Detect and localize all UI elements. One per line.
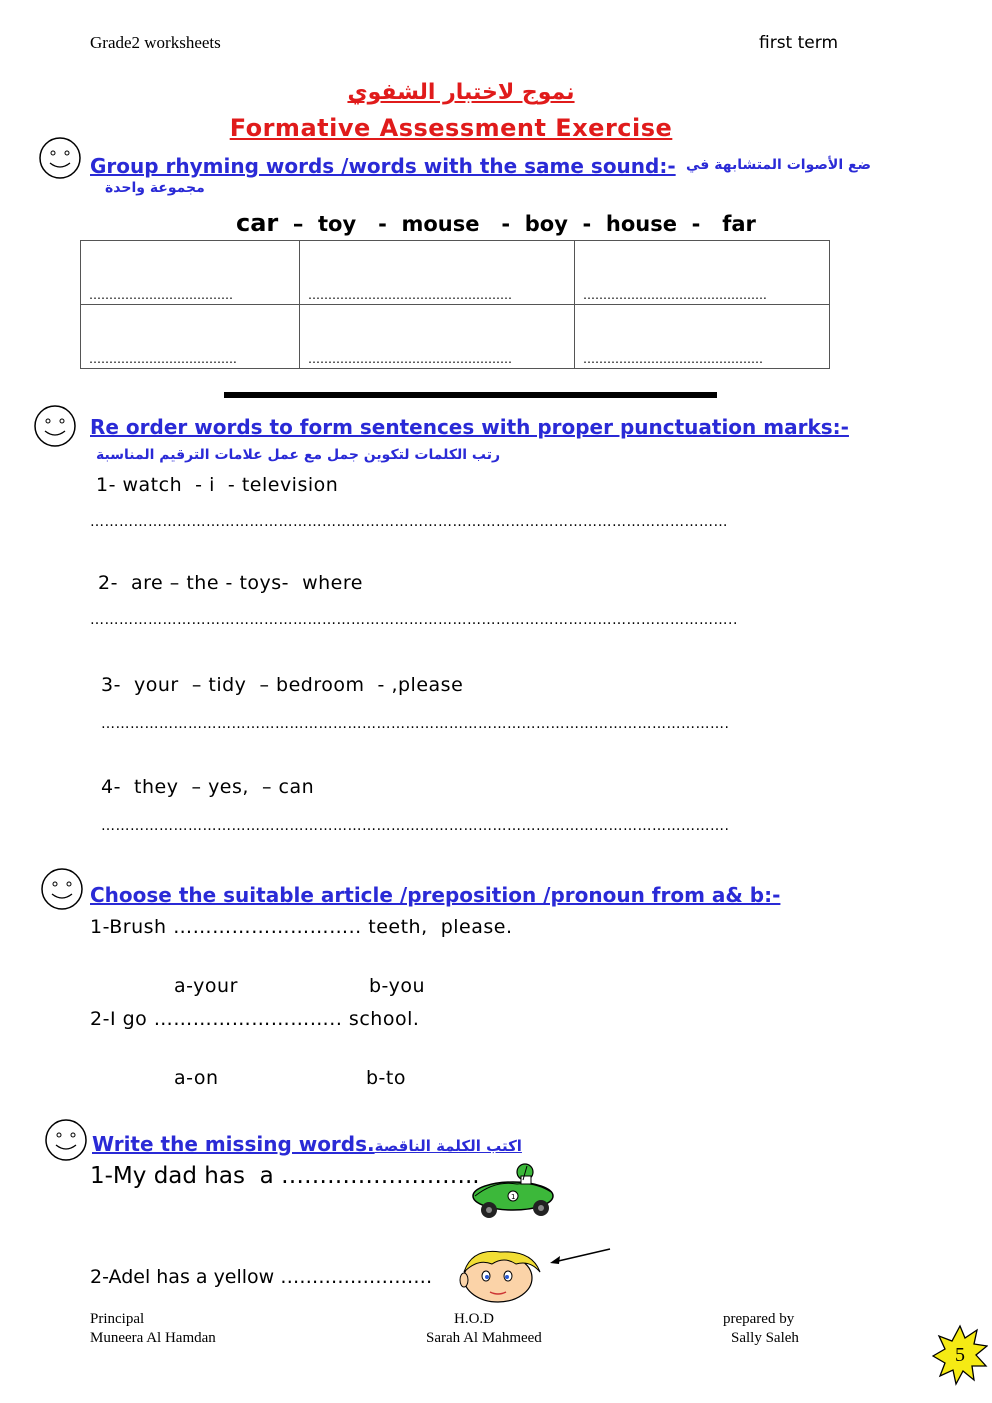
grid-cell[interactable]: ……………………………………… — [575, 305, 830, 369]
page-title: Formative Assessment Exercise — [229, 114, 673, 142]
prepared-by-name: Sally Saleh — [731, 1330, 799, 1346]
answer-line[interactable]: …………………………………………………………………………………………………………………… — [90, 514, 728, 530]
smiley-icon — [40, 867, 84, 911]
answer-line[interactable]: …………………………………………………………………………………………………………………. — [101, 716, 730, 732]
prepared-by-label: prepared by — [723, 1311, 795, 1327]
green-race-car-illustration — [465, 1158, 557, 1222]
principal-label: Principal — [90, 1311, 145, 1327]
word-bank-item: car — [236, 209, 279, 237]
sentence-item: 2- are – the - toys- where — [98, 572, 363, 594]
section1-arabic-2: مجموعة واحدة — [105, 180, 205, 196]
hod-label: H.O.D — [454, 1311, 494, 1327]
grid-cell[interactable]: …………………………………………… — [300, 241, 575, 305]
word-bank: car – toy - mouse - boy - house - far — [236, 209, 756, 237]
arrow-icon — [548, 1246, 612, 1266]
question-item: 1-Brush ……………………….. teeth, please. — [90, 916, 513, 938]
boy-face-illustration — [452, 1246, 552, 1304]
header-right: first term — [759, 33, 838, 53]
arabic-title: نموج لاختبار الشفوي — [347, 80, 575, 105]
section4-header — [92, 1132, 522, 1156]
sentence-item: 1- watch - i - television — [96, 474, 339, 496]
smiley-icon — [38, 136, 82, 180]
missing-word-item: 2-Adel has a yellow …………………… — [90, 1266, 433, 1288]
section2-title: Re order words to form sentences with proper punctuation marks:- — [90, 415, 849, 439]
answer-line[interactable]: …………………………………………………………………………………………………………………. — [101, 818, 730, 834]
word-bank-item: mouse — [401, 212, 480, 236]
rhyme-grid — [80, 240, 830, 369]
word-bank-item: toy — [318, 212, 357, 236]
header-left: Grade2 worksheets — [90, 33, 221, 52]
option-a[interactable]: a-your — [174, 975, 238, 997]
sentence-item: 4- they – yes, – can — [101, 776, 315, 798]
section4-title: Write the missing words. — [92, 1132, 375, 1156]
option-b[interactable]: b-you — [369, 975, 425, 997]
divider — [224, 392, 717, 398]
grid-cell[interactable]: ………………………………. — [81, 305, 300, 369]
section3-title: Choose the suitable article /preposition /pronoun from a& b:- — [90, 883, 781, 907]
hod-name: Sarah Al Mahmeed — [426, 1330, 542, 1346]
option-b[interactable]: b-to — [366, 1067, 406, 1089]
svg-text:1: 1 — [511, 1193, 516, 1201]
section1-arabic: ضع الأصوات المتشابهة في — [686, 157, 872, 173]
smiley-icon — [44, 1118, 88, 1162]
page-number: 5 — [955, 1344, 965, 1366]
grid-cell[interactable]: ……………………………… — [81, 241, 300, 305]
section2-arabic: رتب الكلمات لتكوين جمل مع عمل علامات الترقيم المناسبة — [96, 447, 501, 463]
grid-cell[interactable]: …………………………………………… — [300, 305, 575, 369]
word-bank-item: far — [722, 212, 756, 236]
grid-cell[interactable]: ………………………………………. — [575, 241, 830, 305]
word-bank-item: boy — [524, 212, 568, 236]
section1-title: Group rhyming words /words with the same sound:- — [90, 154, 676, 178]
principal-name: Muneera Al Hamdan — [90, 1330, 216, 1346]
missing-word-item: 1-My dad has a …………………….. — [90, 1163, 480, 1189]
option-a[interactable]: a-on — [174, 1067, 219, 1089]
sentence-item: 3- your – tidy – bedroom - ,please — [101, 674, 464, 696]
answer-line[interactable]: …………………………………………………………………………………………………………………….. — [90, 612, 738, 628]
word-bank-item: house — [605, 212, 677, 236]
smiley-icon — [33, 404, 77, 448]
question-item: 2-I go ……………………….. school. — [90, 1008, 420, 1030]
section4-arabic: اكتب الكلمة الناقصة — [374, 1137, 522, 1155]
